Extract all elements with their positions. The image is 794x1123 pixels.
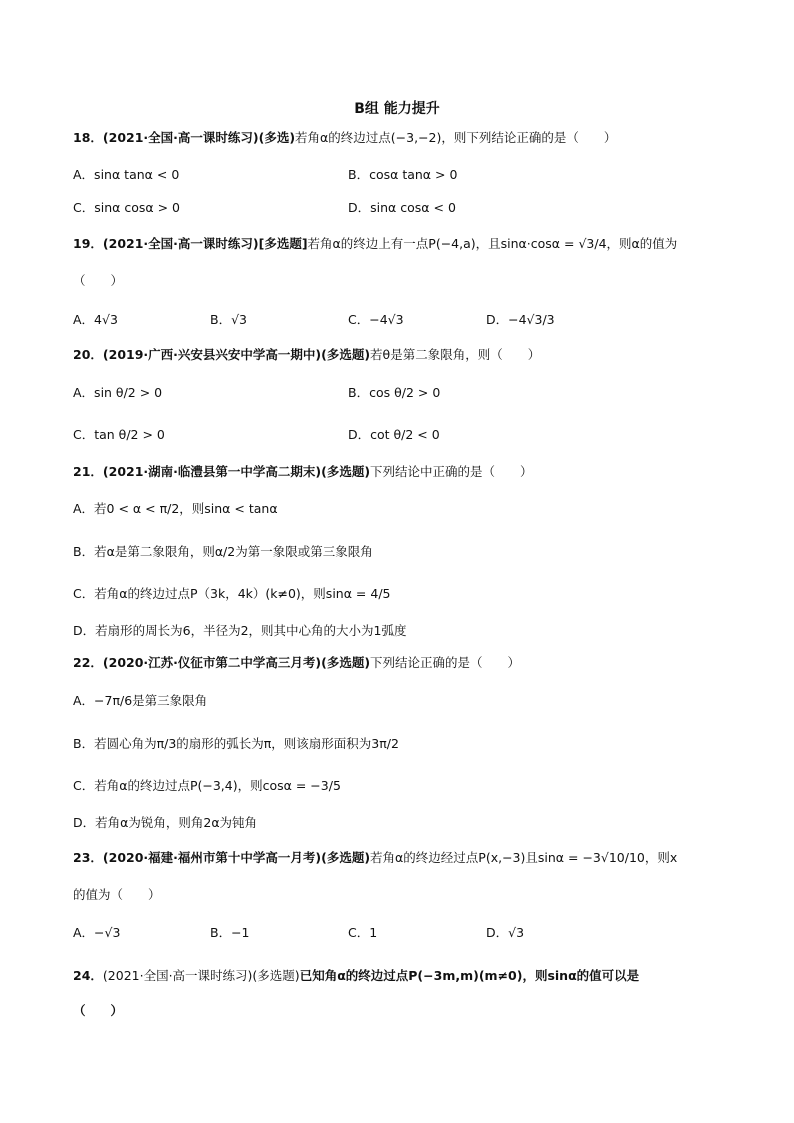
- question-number: 20．: [73, 347, 103, 362]
- question-stem: 下列结论中正确的是（ ）: [370, 464, 533, 479]
- answer-bracket: （ ）: [73, 1003, 124, 1018]
- option-d: D．−4√3/3: [486, 312, 555, 327]
- question-source: (2019·广西·兴安县兴安中学高一期中)(多选题): [102, 347, 371, 362]
- option-a: A．若0 < α < π/2，则sinα < tanα: [73, 501, 278, 516]
- option-a: A．4√3: [73, 312, 118, 327]
- option-a: A．sinα tanα < 0: [73, 167, 180, 182]
- question-number: 18．: [73, 130, 103, 145]
- option-d: D．√3: [486, 925, 525, 940]
- option-b: B．√3: [210, 312, 247, 327]
- question-source: (2020·江苏·仪征市第二中学高三月考)(多选题): [102, 655, 371, 670]
- question-number: 23．: [73, 850, 103, 865]
- question-19-stem-continued: [73, 270, 733, 292]
- question-21: [73, 461, 733, 483]
- question-stem: 若角α的终边上有一点P(−4,a)，且sinα·cosα = √3/4，则α的值为: [307, 236, 678, 251]
- option-d: D．若扇形的周长为6，半径为2，则其中心角的大小为1弧度: [73, 623, 407, 638]
- option-d: D．sinα cosα < 0: [348, 200, 456, 215]
- option-c: C．sinα cosα > 0: [73, 200, 180, 215]
- option-b: B．cos θ/2 > 0: [348, 385, 441, 400]
- question-stem-continued: 的值为（ ）: [73, 887, 161, 902]
- option-c: C．tan θ/2 > 0: [73, 427, 165, 442]
- question-source: (2021·全国·高一课时练习)[多选题]: [102, 236, 308, 251]
- question-number: 19．: [73, 236, 103, 251]
- question-source: (2021·全国·高一课时练习)(多选): [102, 130, 296, 145]
- question-number: 22．: [73, 655, 103, 670]
- option-b: B．cosα tanα > 0: [348, 167, 458, 182]
- question-source: (2020·福建·福州市第十中学高一月考)(多选题): [102, 850, 371, 865]
- question-19: [73, 233, 733, 255]
- question-24: [73, 965, 733, 987]
- question-20: [73, 344, 733, 366]
- question-stem: 下列结论正确的是（ ）: [370, 655, 521, 670]
- option-c: C．−4√3: [348, 312, 404, 327]
- option-d: D．cot θ/2 < 0: [348, 427, 440, 442]
- question-24-stem-continued: [73, 1000, 733, 1022]
- option-c: C．1: [348, 925, 378, 940]
- section-title: B组 能力提升: [354, 101, 440, 117]
- option-b: B．−1: [210, 925, 250, 940]
- option-a: A．−7π/6是第三象限角: [73, 693, 208, 708]
- option-b: B．若圆心角为π/3的扇形的弧长为π，则该扇形面积为3π/2: [73, 736, 399, 751]
- question-23: [73, 847, 733, 869]
- option-b: B．若α是第二象限角，则α/2为第一象限或第三象限角: [73, 544, 373, 559]
- question-stem: 已知角α的终边过点P(−3m,m)(m≠0)，则sinα的值可以是: [299, 968, 640, 983]
- question-18: [73, 127, 733, 149]
- option-d: D．若角α为锐角，则角2α为钝角: [73, 815, 258, 830]
- question-stem: 若角α的终边经过点P(x,−3)且sinα = −3√10/10，则x: [370, 850, 678, 865]
- option-a: A．sin θ/2 > 0: [73, 385, 163, 400]
- answer-bracket: （ ）: [73, 273, 124, 288]
- question-source: (2021·湖南·临澧县第一中学高二期末)(多选题): [102, 464, 371, 479]
- question-number: 21．: [73, 464, 103, 479]
- question-22: [73, 652, 733, 674]
- option-c: C．若角α的终边过点P(−3,4)，则cosα = −3/5: [73, 778, 341, 793]
- option-c: C．若角α的终边过点P（3k，4k）(k≠0)，则sinα = 4/5: [73, 586, 391, 601]
- question-stem: 若θ是第二象限角，则（ ）: [370, 347, 541, 362]
- question-23-stem-continued: [73, 884, 733, 906]
- option-a: A．−√3: [73, 925, 121, 940]
- question-source: (2021·全国·高一课时练习)(多选题): [102, 968, 300, 983]
- question-number: 24．: [73, 968, 103, 983]
- question-stem: 若角α的终边过点(−3,−2)，则下列结论正确的是（ ）: [295, 130, 617, 145]
